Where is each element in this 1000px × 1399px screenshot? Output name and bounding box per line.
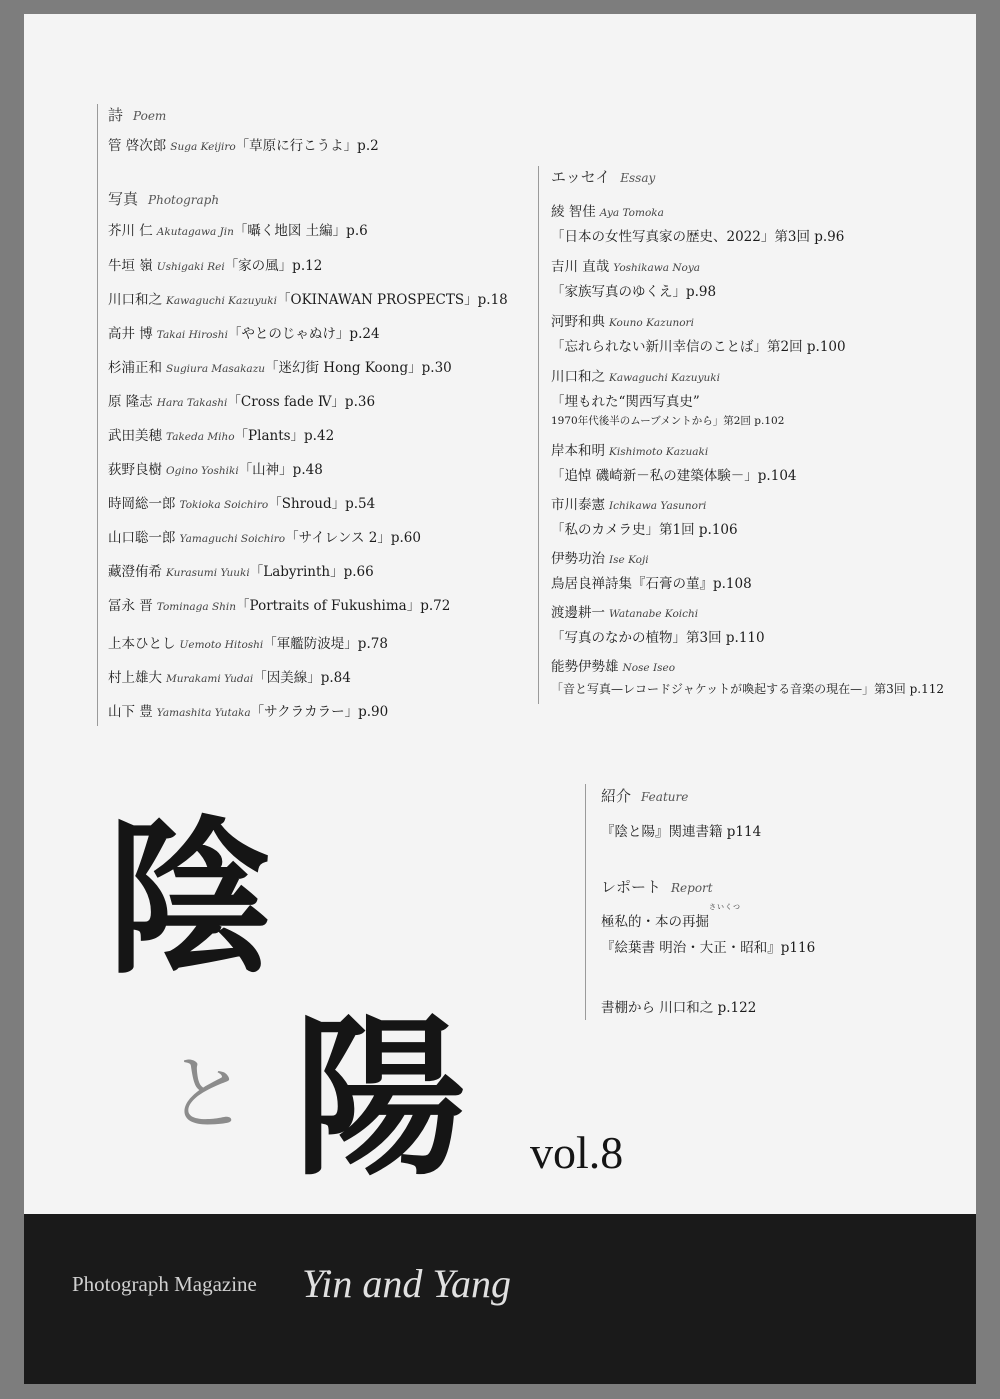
photo-title: 「サイレンス 2」p.60 [285, 530, 421, 546]
essay-author-name: 渡邊耕一 [551, 605, 605, 621]
photo-author-roman: Ogino Yoshiki [166, 465, 239, 477]
essay-author [551, 655, 675, 675]
title-in: 陰 [106, 799, 274, 997]
photo-author: 上本ひとし [108, 636, 176, 652]
photo-item [108, 288, 508, 308]
essay-header-ja: エッセイ [551, 168, 611, 186]
band-title: Yin and Yang [302, 1261, 511, 1306]
photo-item [108, 632, 388, 652]
essay-author-name: 岸本和明 [551, 443, 605, 459]
photo-title: 「Labyrinth」p.66 [249, 564, 374, 580]
poem-author-roman: Suga Keijiro [170, 141, 236, 153]
essay-author-roman: Watanabe Koichi [609, 608, 699, 620]
essay-title-line: 「忘れられない新川幸信のことば」第2回 p.100 [551, 339, 846, 355]
feature-item: 『陰と陽』関連書籍 p114 [601, 824, 762, 840]
photo-item [108, 390, 375, 410]
essay-author-name: 川口和之 [551, 369, 605, 385]
photo-author-roman: Yamaguchi Soichiro [179, 533, 286, 545]
essay-author-roman: Kishimoto Kazuaki [609, 446, 709, 458]
essay-author [551, 439, 708, 459]
photo-header [108, 188, 219, 209]
photo-author-roman: Takeda Miho [166, 431, 235, 443]
photo-author: 山口聡一郎 [108, 530, 176, 546]
essay-title-line: 「私のカメラ史」第1回 p.106 [551, 522, 738, 538]
photo-author: 川口和之 [108, 292, 162, 308]
volume-number: vol.8 [530, 1127, 624, 1178]
report-line-1 [601, 903, 741, 930]
photo-author: 冨永 晋 [108, 598, 153, 614]
essay-title-line: 「日本の女性写真家の歴史、2022」第3回 p.96 [551, 229, 845, 245]
essay-title-line: 「埋もれた“関西写真史” [551, 394, 700, 410]
photo-title: 「家の風」p.12 [224, 258, 323, 274]
photo-author-roman: Kurasumi Yuuki [166, 567, 250, 579]
photo-author: 時岡総一郎 [108, 496, 176, 512]
photo-author-roman: Akutagawa Jin [156, 226, 234, 238]
title-yo: 陽 [294, 996, 466, 1199]
photo-author-roman: Ushigaki Rei [156, 261, 225, 273]
essay-author-roman: Nose Iseo [622, 662, 676, 674]
essay-title-line: 鳥居良禅詩集『石膏の菫』p.108 [551, 576, 752, 592]
photo-author-roman: Uemoto Hitoshi [179, 639, 264, 651]
photo-title: 「Plants」p.42 [234, 428, 335, 444]
photo-item [108, 594, 450, 614]
report-header-ja: レポート [601, 878, 662, 896]
photo-header-en: Photograph [148, 193, 220, 207]
essay-title-line: 1970年代後半のムーブメントから」第2回 p.102 [551, 415, 785, 427]
report-ruby: さいくつ [709, 903, 741, 911]
report-header [601, 876, 713, 897]
photo-author-roman: Murakami Yudai [166, 673, 254, 685]
essay-author [551, 255, 700, 275]
report-line-1-text: 極私的・本の再掘 [601, 914, 709, 930]
essay-author-roman: Yoshikawa Noya [613, 262, 701, 274]
photo-title: 「サクラカラー」p.90 [250, 704, 389, 720]
photo-item [108, 666, 351, 686]
photo-item [108, 492, 375, 512]
essay-author-name: 伊勢功治 [551, 551, 605, 567]
essay-author-name: 吉川 直哉 [551, 259, 610, 275]
report-line-2: 『絵葉書 明治・大正・昭和』p116 [601, 940, 816, 956]
poem-title: 「草原に行こうよ」p.2 [235, 138, 379, 154]
photo-title: 「Portraits of Fukushima」p.72 [236, 598, 451, 614]
photo-author: 牛垣 嶺 [108, 258, 153, 274]
bottom-band [24, 1214, 976, 1384]
essay-header [551, 166, 655, 187]
left-column-rule [97, 104, 98, 726]
essay-author-roman: Kawaguchi Kazuyuki [609, 372, 720, 384]
photo-author: 武田美穂 [108, 428, 162, 444]
photo-author-roman: Sugiura Masakazu [166, 363, 265, 375]
photo-title: 「OKINAWAN PROSPECTS」p.18 [277, 292, 508, 308]
photo-title: 「軍艦防波堤」p.78 [263, 636, 388, 652]
essay-author [551, 365, 720, 385]
photo-title: 「Cross fade Ⅳ」p.36 [227, 394, 376, 410]
essay-author-name: 河野和典 [551, 314, 605, 330]
photo-author: 村上雄大 [108, 670, 162, 686]
essay-author-roman: Aya Tomoka [599, 207, 664, 219]
photo-item [108, 219, 368, 239]
essay-author-roman: Kouno Kazunori [609, 317, 694, 329]
essay-header-en: Essay [620, 171, 656, 185]
essay-author-name: 能勢伊勢雄 [551, 659, 619, 675]
report-header-en: Report [671, 881, 713, 895]
band-subtitle: Photograph Magazine [72, 1272, 257, 1296]
photo-author: 原 隆志 [108, 394, 153, 410]
photo-title: 「囁く地図 土編」p.6 [233, 223, 368, 239]
essay-author-name: 綾 智佳 [551, 204, 596, 220]
photo-title: 「やとのじゃぬけ」p.24 [227, 326, 380, 342]
essay-title-line: 「追悼 磯崎新－私の建築体験－」p.104 [551, 468, 797, 484]
photo-item [108, 322, 380, 342]
shelf-item: 書棚から 川口和之 p.122 [601, 1000, 757, 1016]
photo-author-roman: Tokioka Soichiro [179, 499, 269, 511]
photo-title: 「Shroud」p.54 [268, 496, 376, 512]
essay-title-line: 「家族写真のゆくえ」p.98 [551, 284, 717, 300]
photo-item [108, 560, 374, 580]
magazine-cover [24, 14, 976, 1384]
essay-author-roman: Ise Koji [609, 554, 649, 566]
photo-item [108, 526, 421, 546]
essay-author [551, 547, 649, 567]
photo-item [108, 458, 323, 478]
photo-item [108, 424, 334, 444]
poem-author: 管 啓次郎 [108, 138, 167, 154]
photo-title: 「迷幻街 Hong Koong」p.30 [265, 360, 452, 376]
photo-item [108, 700, 388, 720]
photo-author: 荻野良樹 [108, 462, 162, 478]
photo-author-roman: Tominaga Shin [156, 601, 237, 613]
photo-author-roman: Takai Hiroshi [156, 329, 228, 341]
poem-header-ja: 詩 [108, 106, 124, 124]
photo-author-roman: Yamashita Yutaka [156, 707, 251, 719]
poem-header [108, 104, 166, 125]
essay-title-line: 「写真のなかの植物」第3回 p.110 [551, 630, 765, 646]
poem-header-en: Poem [133, 109, 167, 123]
feature-header-ja: 紹介 [601, 787, 632, 805]
photo-author-roman: Kawaguchi Kazuyuki [166, 295, 277, 307]
essay-author-name: 市川泰憲 [551, 497, 605, 513]
photo-title: 「因美線」p.84 [253, 670, 351, 686]
photo-item [108, 356, 452, 376]
feature-column-rule [585, 784, 586, 1020]
essay-author-roman: Ichikawa Yasunori [609, 500, 707, 512]
photo-author: 山下 豊 [108, 704, 153, 720]
photo-header-ja: 写真 [108, 190, 139, 208]
photo-author: 高井 博 [108, 326, 153, 342]
photo-item [108, 254, 322, 274]
essay-title-line: 「音と写真—レコードジャケットが喚起する音楽の現在—」第3回 p.112 [551, 682, 945, 696]
essay-author [551, 200, 664, 220]
photo-author: 杉浦正和 [108, 360, 162, 376]
essay-author [551, 601, 698, 621]
photo-author-roman: Hara Takashi [156, 397, 228, 409]
poem-item [108, 134, 379, 154]
photo-author: 藏澄侑希 [108, 564, 162, 580]
essay-author [551, 310, 694, 330]
photo-author: 芥川 仁 [108, 223, 153, 239]
feature-header [601, 785, 688, 806]
photo-title: 「山神」p.48 [238, 462, 323, 478]
title-to: と [166, 1047, 249, 1142]
essay-author [551, 493, 706, 513]
feature-header-en: Feature [641, 790, 689, 804]
essay-column-rule [538, 166, 539, 704]
